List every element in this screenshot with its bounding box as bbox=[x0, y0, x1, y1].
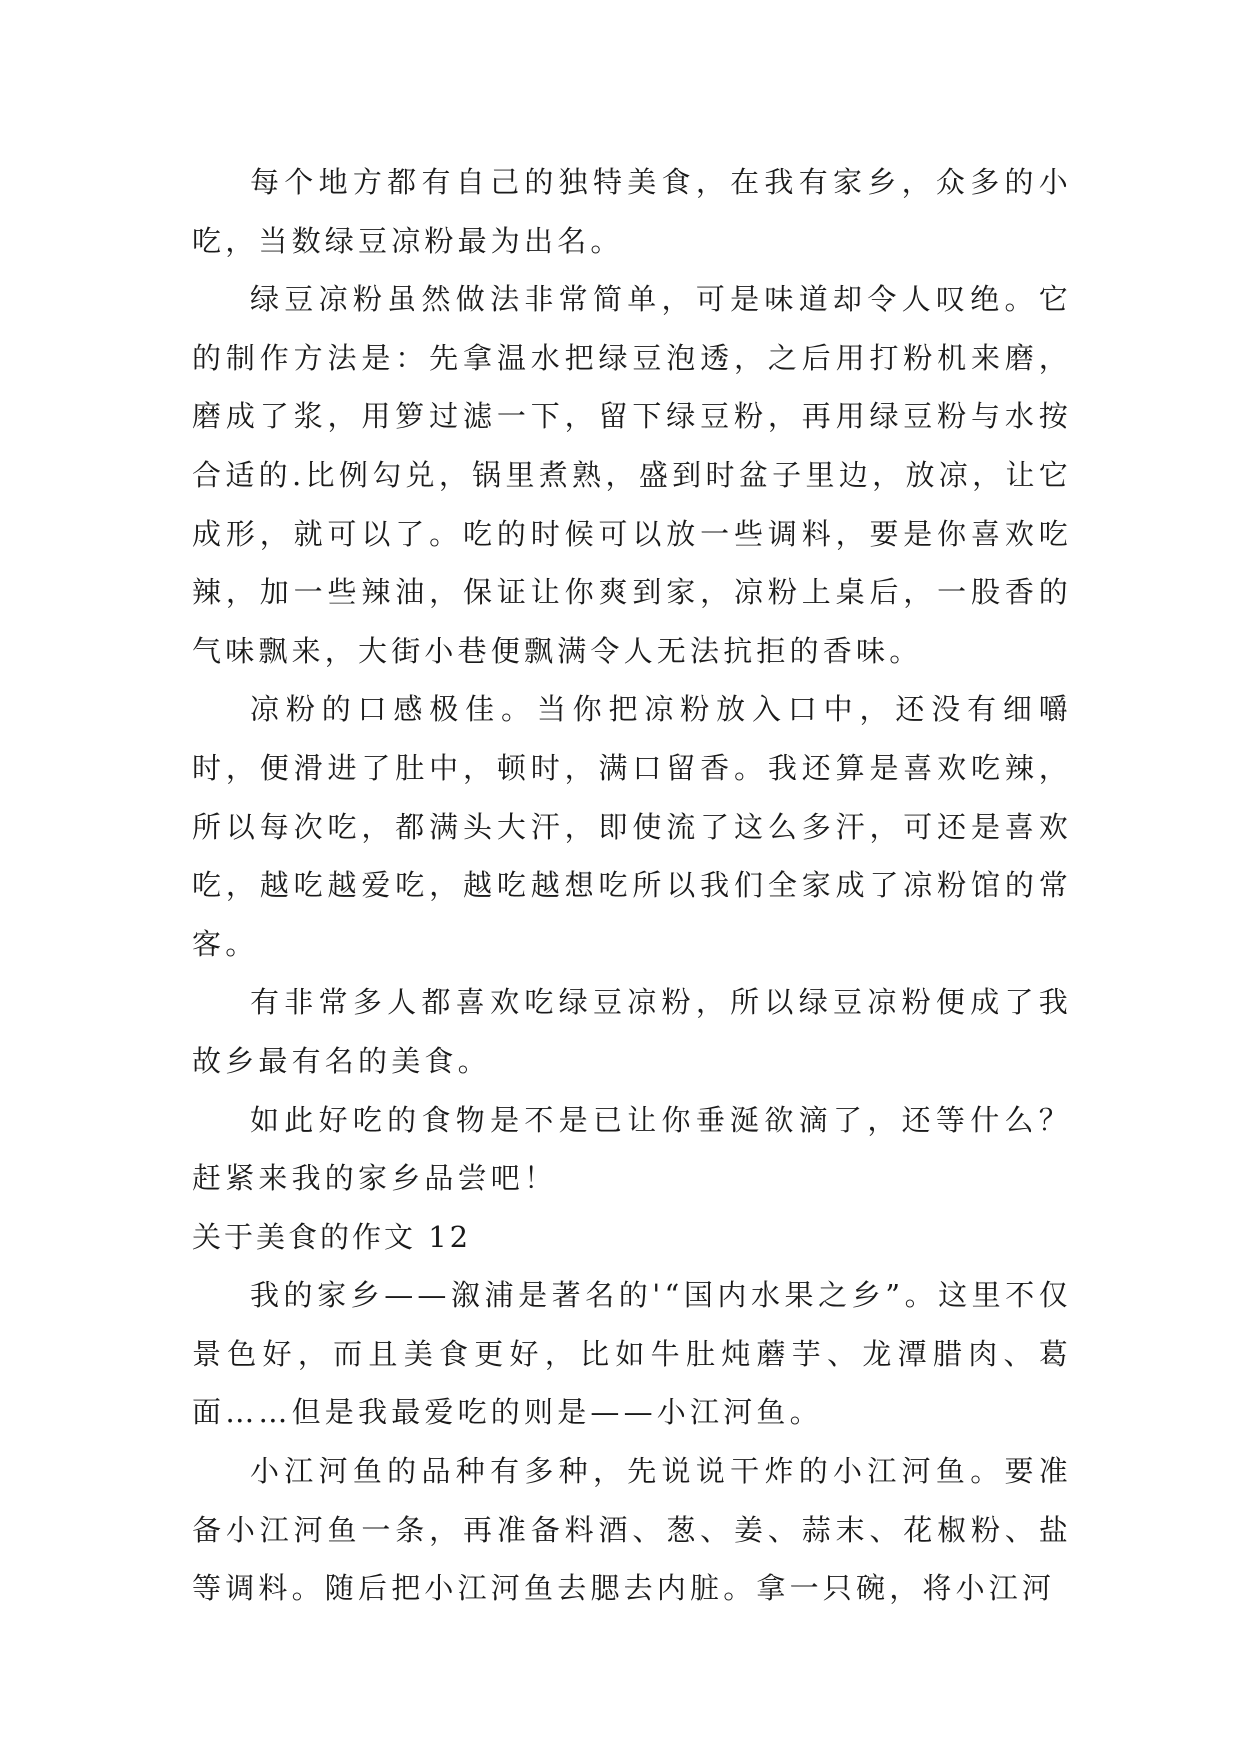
paragraph-intro: 每个地方都有自己的独特美食，在我有家乡，众多的小吃，当数绿豆凉粉最为出名。 bbox=[192, 165, 1072, 258]
paragraph-invitation: 如此好吃的食物是不是已让你垂涎欲滴了，还等什么？赶紧来我的家乡品尝吧！ bbox=[192, 1102, 1072, 1196]
section-heading: 关于美食的作文 12 bbox=[192, 1219, 472, 1254]
paragraph-taste: 凉粉的口感极佳。当你把凉粉放入口中，还没有细嚼时，便滑进了肚中，顿时，满口留香。我还算是喜欢吃辣，所以每次吃，都满头大汗，即使流了这么多汗，可还是喜欢吃，越吃越爱吃，越吃越想吃所以我们全家成了凉粉馆的常客。 bbox=[192, 692, 1072, 961]
paragraph-hometown: 我的家乡——溆浦是著名的'“国内水果之乡”。这里不仅景色好，而且美食更好，比如牛肚炖蘑芋、龙潭腊肉、葛面……但是我最爱吃的则是——小江河鱼。 bbox=[192, 1278, 1072, 1430]
paragraph-fish: 小江河鱼的品种有多种，先说说干炸的小江河鱼。要准备小江河鱼一条，再准备料酒、葱、姜、蒜末、花椒粉、盐等调料。随后把小江河鱼去腮去内脏。拿一只碗，将小江河 bbox=[192, 1454, 1072, 1606]
document-body bbox=[192, 153, 1072, 1618]
paragraph-method: 绿豆凉粉虽然做法非常简单，可是味道却令人叹绝。它的制作方法是：先拿温水把绿豆泡透，之后用打粉机来磨，磨成了浆，用箩过滤一下，留下绿豆粉，再用绿豆粉与水按合适的.比例勾兑，锅里煮熟，盛到时盆子里边，放凉，让它成形，就可以了。吃的时候可以放一些调料，要是你喜欢吃辣，加一些辣油，保证让你爽到家，凉粉上桌后，一股香的气味飘来，大街小巷便飘满令人无法抗拒的香味。 bbox=[192, 282, 1072, 668]
paragraph-popular: 有非常多人都喜欢吃绿豆凉粉，所以绿豆凉粉便成了我故乡最有名的美食。 bbox=[192, 985, 1072, 1078]
